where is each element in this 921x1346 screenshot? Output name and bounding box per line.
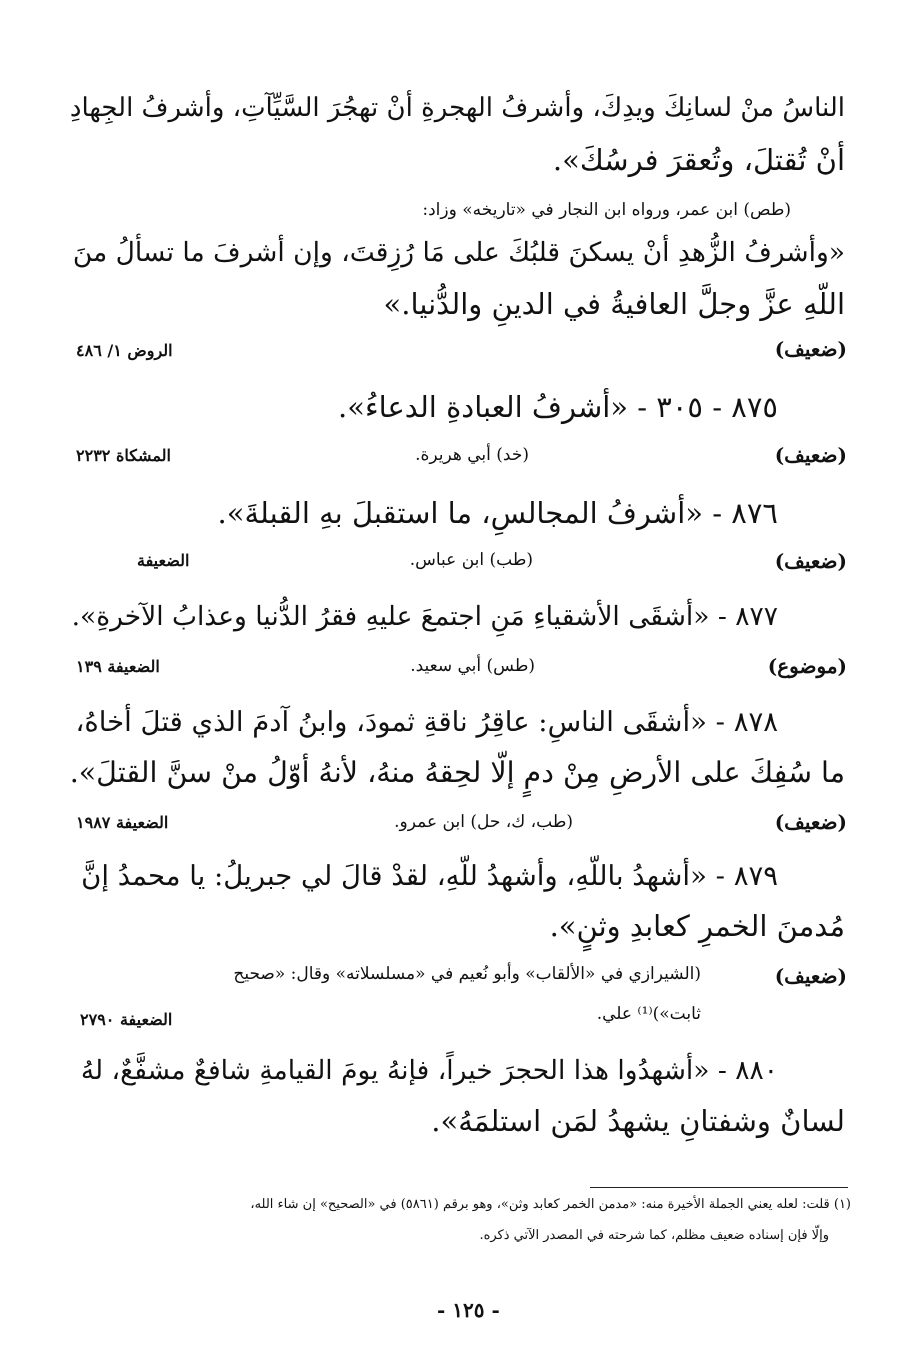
hadith-878-reference: الضعيفة ١٩٨٧ <box>76 813 169 832</box>
footnote-line-1: (١) قلت: لعله يعني الجملة الأخيرة منه: «مدمن الخمر كعابد وثن»، وهو برقم (٥٨٦١) في «الصحيح» إن شاء الله، <box>250 1197 851 1212</box>
hadith-876-source: (طب) ابن عباس. <box>409 550 533 570</box>
hadith-878-line-2: ما سُفِكَ على الأرضِ مِنْ دمٍ إلّا لحِقهُ منهُ، لأنهُ أوّلُ منْ سنَّ القتلَ». <box>69 756 845 789</box>
hadith-875-text: ٨٧٥ - ٣٠٥ - «أشرفُ العبادةِ الدعاءُ». <box>338 390 778 424</box>
hadith-876-text: ٨٧٦ - «أشرفُ المجالسِ، ما استقبلَ بهِ القبلةَ». <box>217 496 778 530</box>
footnote-separator <box>590 1187 848 1188</box>
hadith-879-source-2: ثابت»)⁽¹⁾ علي. <box>596 1004 701 1024</box>
intro-addition-1: «وأشرفُ الزُّهدِ أنْ يسكنَ قلبُكَ على مَا رُزِقتَ، وإن أشرفَ ما تسألُ منَ <box>72 237 845 268</box>
hadith-877-source: (طس) أبي سعيد. <box>410 656 535 676</box>
hadith-878-source: (طب، ك، حل) ابن عمرو. <box>394 812 573 832</box>
hadith-879-source-1: (الشيرازي في «الألقاب» وأبو نُعيم في «مسلسلاته» وقال: «صحيح <box>233 964 701 984</box>
intro-line-1: الناسُ منْ لسانِكَ ويدِكَ، وأشرفُ الهجرةِ أنْ تهجُرَ السَّيِّآتِ، وأشرفُ الجِهادِ <box>69 93 845 123</box>
hadith-877-text: ٨٧٧ - «أشقَى الأشقياءِ مَنِ اجتمعَ عليهِ فقرُ الدُّنيا وعذابُ الآخرةِ». <box>71 601 778 632</box>
footnote-line-2: وإلّا فإن إسناده ضعيف مظلم، كما شرحته في المصدر الآتي ذكره. <box>479 1228 829 1243</box>
hadith-879-line-1: ٨٧٩ - «أشهدُ باللّهِ، وأشهدُ للّهِ، لقدْ قالَ لي جبريلُ: يا محمدُ إنَّ <box>81 860 778 892</box>
hadith-879-line-2: مُدمنَ الخمرِ كعابدِ وثنٍ». <box>549 909 845 943</box>
hadith-880-line-2: لسانٌ وشفتانِ يشهدُ لمَن استلمَهُ». <box>431 1104 845 1138</box>
intro-addition-2: اللّهِ عزَّ وجلَّ العافيةُ في الدينِ والدُّنيا.» <box>383 287 845 321</box>
hadith-879-reference: الضعيفة ٢٧٩٠ <box>80 1010 173 1029</box>
intro-line-2: أنْ تُقتلَ، وتُعقرَ فرسُكَ». <box>552 143 845 177</box>
hadith-877-reference: الضعيفة ١٣٩ <box>76 657 160 676</box>
hadith-875-reference: المشكاة ٢٢٣٢ <box>76 446 171 465</box>
hadith-877-grade: (موضوع) <box>767 654 847 678</box>
hadith-876-reference: الضعيفة <box>137 551 190 570</box>
intro-source: (طص) ابن عمر، ورواه ابن النجار في «تاريخه» وزاد: <box>422 200 791 220</box>
hadith-880-line-1: ٨٨٠ - «أشهدُوا هذا الحجرَ خيراً، فإنهُ يومَ القيامةِ شافعٌ مشفَّعٌ، لهُ <box>80 1055 778 1086</box>
hadith-879-grade: (ضعيف) <box>774 964 847 988</box>
hadith-878-grade: (ضعيف) <box>774 810 847 834</box>
hadith-875-source: (خد) أبي هريرة. <box>415 445 529 465</box>
intro-grade: (ضعيف) <box>774 337 847 361</box>
hadith-876-grade: (ضعيف) <box>774 549 847 573</box>
page-number: - ١٢٥ - <box>437 1298 500 1322</box>
hadith-878-line-1: ٨٧٨ - «أشقَى الناسِ: عاقِرُ ناقةِ ثمودَ، وابنُ آدمَ الذي قتلَ أخاهُ، <box>75 706 778 738</box>
hadith-875-grade: (ضعيف) <box>774 443 847 467</box>
intro-reference: الروض ١/ ٤٨٦ <box>76 341 173 360</box>
